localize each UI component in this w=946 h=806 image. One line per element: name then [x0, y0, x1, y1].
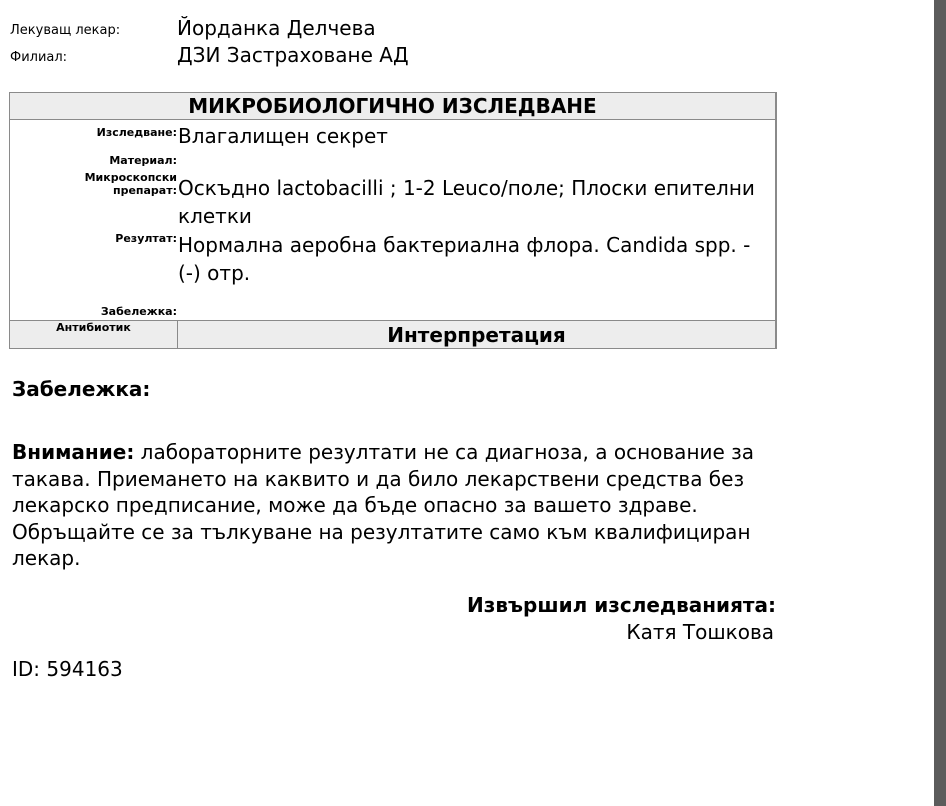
exam-row-label-remark: Забележка: — [100, 305, 177, 318]
performed-by-name: Катя Тошкова — [626, 620, 774, 644]
warning-bold: Внимание: — [12, 440, 135, 464]
exam-row-label-test: Изследване: — [96, 126, 177, 139]
exam-row-value-microscopy: Оскъдно lactobacilli ; 1-2 Leuco/поле; Плоски епителни клетки — [178, 176, 755, 228]
exam-title: МИКРОБИОЛОГИЧНО ИЗСЛЕДВАНЕ — [10, 93, 775, 120]
document-id: ID: 594163 — [12, 657, 123, 681]
exam-table-footer — [10, 320, 775, 348]
note-heading: Забележка: — [12, 377, 151, 401]
exam-row-label-microscopy: Микроскопски препарат: — [84, 171, 177, 197]
branch-value: ДЗИ Застраховане АД — [177, 43, 409, 67]
exam-row-label-material: Материал: — [109, 154, 177, 167]
exam-row-value-result: Нормална аеробна бактериална флора. Candida spp. - (-) отр. — [178, 233, 751, 285]
exam-table — [9, 92, 777, 349]
warning-body: лабораторните резултати не са диагноза, а основание за такава. Приемането на каквито и да било лекарствени средства без лекарско предписание, може да бъде опасно за вашето здраве. Обръщайте се за тълкуване на резултатите само към квалифициран лекар. — [12, 440, 755, 570]
col-antibiotic: Антибиотик — [56, 321, 131, 334]
doctor-value: Йорданка Делчева — [177, 16, 376, 40]
exam-row-label-result: Резултат: — [115, 232, 177, 245]
performed-by-label: Извършил изследванията: — [467, 593, 776, 617]
col-interpretation: Интерпретация — [387, 323, 566, 347]
warning-text — [12, 439, 782, 572]
doctor-label: Лекуващ лекар: — [10, 23, 121, 38]
page-edge-bar — [934, 0, 946, 806]
branch-label: Филиал: — [10, 50, 68, 65]
exam-row-value-test: Влагалищен секрет — [178, 124, 388, 148]
